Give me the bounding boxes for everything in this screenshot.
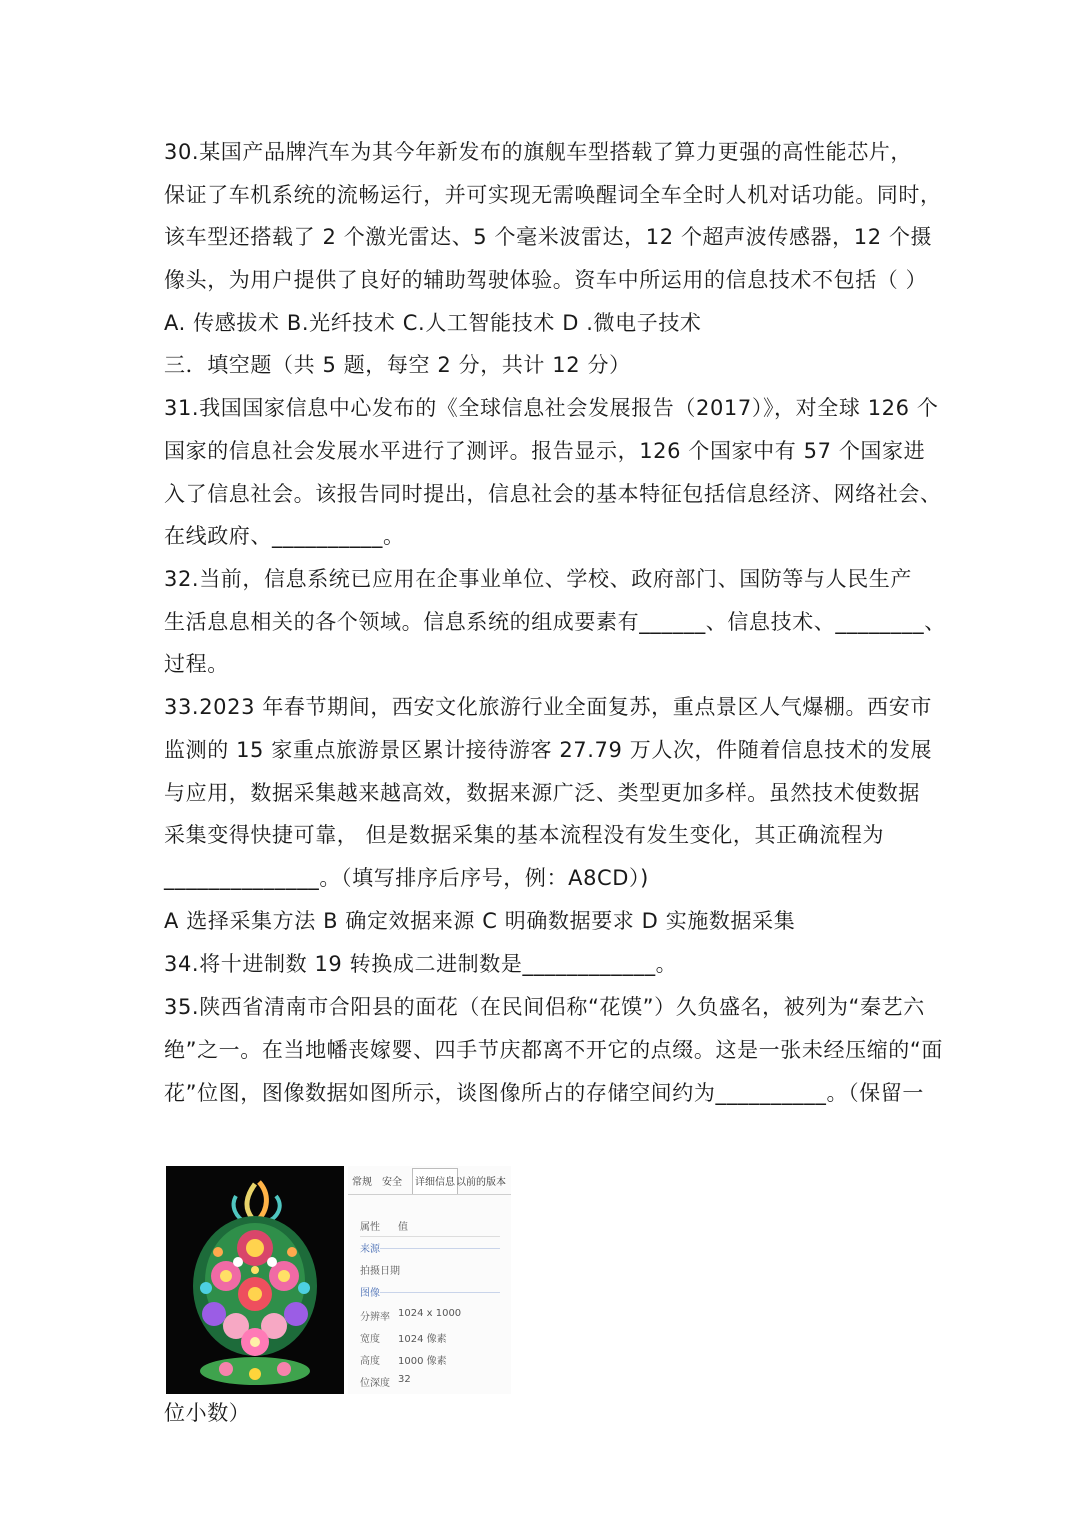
- q32-line-1: 32.当前，信息系统已应用在企事业单位、学校、政府部门、国防等与人民生产: [164, 567, 912, 591]
- q35-line-3: 花”位图，图像数据如图所示，谈图像所占的存储空间约为__________。（保留一: [164, 1081, 924, 1105]
- q32-line-3: 过程。: [164, 652, 229, 676]
- section-image-divider: [380, 1292, 500, 1293]
- section-source: 来源: [360, 1244, 380, 1255]
- q35-line-1: 35.陕西省清南市合阳县的面花（在民间侣称“花馍”）久负盛名，被列为“秦艺六: [164, 995, 925, 1019]
- prop-value: 1024 像素: [398, 1334, 447, 1345]
- q31-line-1: 31.我国国家信息中心发布的《全球信息社会发展报告（2017）》，对全球 126 个: [164, 396, 939, 420]
- section-image: 图像: [360, 1288, 380, 1299]
- prop-row: [360, 1352, 447, 1367]
- prop-name: 分辨率: [360, 1312, 390, 1323]
- prop-value: 1000 像素: [398, 1356, 447, 1367]
- properties-panel: [348, 1166, 511, 1394]
- prop-shot-date: [360, 1262, 400, 1277]
- section-source-divider: [380, 1248, 500, 1249]
- properties-tabs: [348, 1166, 511, 1195]
- prop-value: 32: [398, 1374, 411, 1385]
- q35-line-4: 位小数）: [164, 1401, 251, 1425]
- prop-name: 位深度: [360, 1378, 390, 1389]
- q30-line-2: 保证了车机系统的流畅运行，并可实现无需唤醒词全车全时人机对话功能。同时，: [164, 183, 942, 207]
- q33-line-1: 33.2023 年春节期间，西安文化旅游行业全面复苏，重点景区人气爆棚。西安市: [164, 695, 932, 719]
- q35-line-2: 绝”之一。在当地幡丧嫁婴、四手节庆都离不开它的点缀。这是一张未经压缩的“面: [164, 1038, 943, 1062]
- q31-line-3: 入了信息社会。该报告同时提出，信息社会的基本特征包括信息经济、网络社会、: [164, 482, 942, 506]
- prop-name: 高度: [360, 1356, 380, 1367]
- q31-line-2: 国家的信息社会发展水平进行了测评。报告显示，126 个国家中有 57 个国家进: [164, 439, 926, 463]
- q30-options: A. 传感拔术 B.光纤技术 C.人工智能技术 D .微电子技术: [164, 311, 702, 335]
- props-header: [360, 1218, 408, 1233]
- prop-row: [360, 1330, 447, 1345]
- props-header-divider: [360, 1236, 500, 1237]
- tab-security[interactable]: 安全: [382, 1177, 402, 1188]
- q33-line-3: 与应用，数据采集越来越高效，数据来源广泛、类型更加多样。虽然技术使数据: [164, 781, 920, 805]
- q30-line-4: 像头，为用户提供了良好的辅助驾驶体验。资车中所运用的信息技术不包括（ ）: [164, 268, 928, 292]
- mianhua-photo: [166, 1166, 344, 1394]
- q30-line-1: 30.某国产品牌汽车为其今年新发布的旗舰车型搭载了算力更强的高性能芯片，: [164, 140, 912, 164]
- prop-name: 宽度: [360, 1334, 380, 1345]
- q33-line-5: ______________。（填写排序后序号，例：A8CD）): [164, 866, 649, 890]
- props-header-value: 值: [398, 1222, 408, 1233]
- props-header-name: 属性: [360, 1222, 380, 1233]
- tab-previous-versions[interactable]: 以前的版本: [456, 1177, 506, 1188]
- prop-row: [360, 1308, 462, 1323]
- flower-bun-image: [166, 1166, 344, 1394]
- q35-figure: [166, 1166, 511, 1394]
- q34-line: 34.将十进制数 19 转换成二进制数是____________。: [164, 952, 678, 976]
- prop-value: 1024 x 1000: [398, 1308, 462, 1319]
- tab-details[interactable]: 详细信息: [412, 1168, 458, 1194]
- tab-general[interactable]: 常规: [352, 1177, 372, 1188]
- section-heading: 三．填空题（共 5 题，每空 2 分，共计 12 分）: [164, 353, 631, 377]
- q32-line-2: 生活息息相关的各个领域。信息系统的组成要素有______、信息技术、________、: [164, 610, 946, 634]
- prop-shot-date-name: 拍摄日期: [360, 1266, 400, 1277]
- q33-choices: A 选择采集方法 B 确定效据来源 C 明确数据要求 D 实施数据采集: [164, 909, 796, 933]
- prop-row: [360, 1374, 411, 1389]
- q31-line-4: 在线政府、__________。: [164, 524, 405, 548]
- q33-line-4: 采集变得快捷可靠， 但是数据采集的基本流程没有发生变化，其正确流程为: [164, 823, 885, 847]
- q33-line-2: 监测的 15 家重点旅游景区累计接待游客 27.79 万人次，件随着信息技术的发展: [164, 738, 933, 762]
- q30-line-3: 该车型还搭载了 2 个激光雷达、5 个毫米波雷达，12 个超声波传感器，12 个摄: [164, 225, 933, 249]
